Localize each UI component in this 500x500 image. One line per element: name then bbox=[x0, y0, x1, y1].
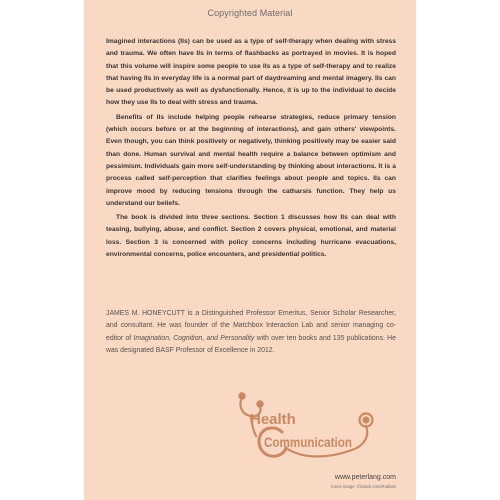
book-back-cover bbox=[84, 0, 416, 500]
copyright-watermark: Copyrighted Material bbox=[207, 8, 293, 18]
author-bio-lead: JAMES M. HONEYCUTT is a Distinguished Professor Emeritus, Senior Scholar Researcher, and consultant. He was founder of the Matchbox Interaction Lab and senior managing co-editor of bbox=[106, 310, 396, 342]
blurb-paragraph-3: The book is divided into three sections. Section 1 discusses how IIs can deal with teasing, bullying, abuse, and conflict. Section 2 covers physical, emotional, and material loss. Section 3 is concerned with policy concerns including hurricane evacuations, environmental concerns, police encounters, and presidential politics. bbox=[106, 214, 396, 259]
blurb-paragraph-2: Benefits of IIs include helping people rehearse strategies, reduce primary tension (which occurs before or at the beginning of interactions), and gain others' viewpoints. Even though, you can think positively or negatively, thinking positively may be easier said than done. Human survival and mental health require a balance between optimism and pessimism. Individuals gain more self-understanding by thinking about interactions. It is a process called self-perception that clarifies feelings about people and topics. IIs can improve mood by reducing tensions through the catharsis function. They help us understand our beliefs. bbox=[106, 113, 396, 207]
journal-title: Imagination, Cognition, and Personality bbox=[133, 334, 255, 342]
health-communication-series-logo bbox=[234, 384, 384, 474]
author-bio-tail: with over ten books and 135 publications. He was designated BASF Professor of Excellence in 2012. bbox=[106, 334, 396, 354]
blurb-paragraph-1: Imagined interactions (IIs) can be used as a type of self-therapy when dealing with stress and trauma. We often have IIs in terms of flashbacks as portrayed in movies. It is hoped that this volume will inspire some people to use IIs as a type of self-therapy and to realize that having IIs in everyday life is a normal part of daydreaming and mental imagery. IIs can be used productively as well as dysfunctionally. Hence, it is up to the individual to decide how they use IIs to deal with stress and trauma. bbox=[106, 38, 396, 107]
logo-word-health: Health bbox=[250, 411, 296, 428]
publisher-url: www.peterlang.com bbox=[334, 474, 396, 481]
cover-image-credit: Cover image: ©iStock.com/Rubbos bbox=[330, 484, 396, 489]
logo-word-communication: Communication bbox=[264, 435, 352, 450]
book-description bbox=[106, 36, 396, 263]
author-bio bbox=[106, 308, 396, 357]
